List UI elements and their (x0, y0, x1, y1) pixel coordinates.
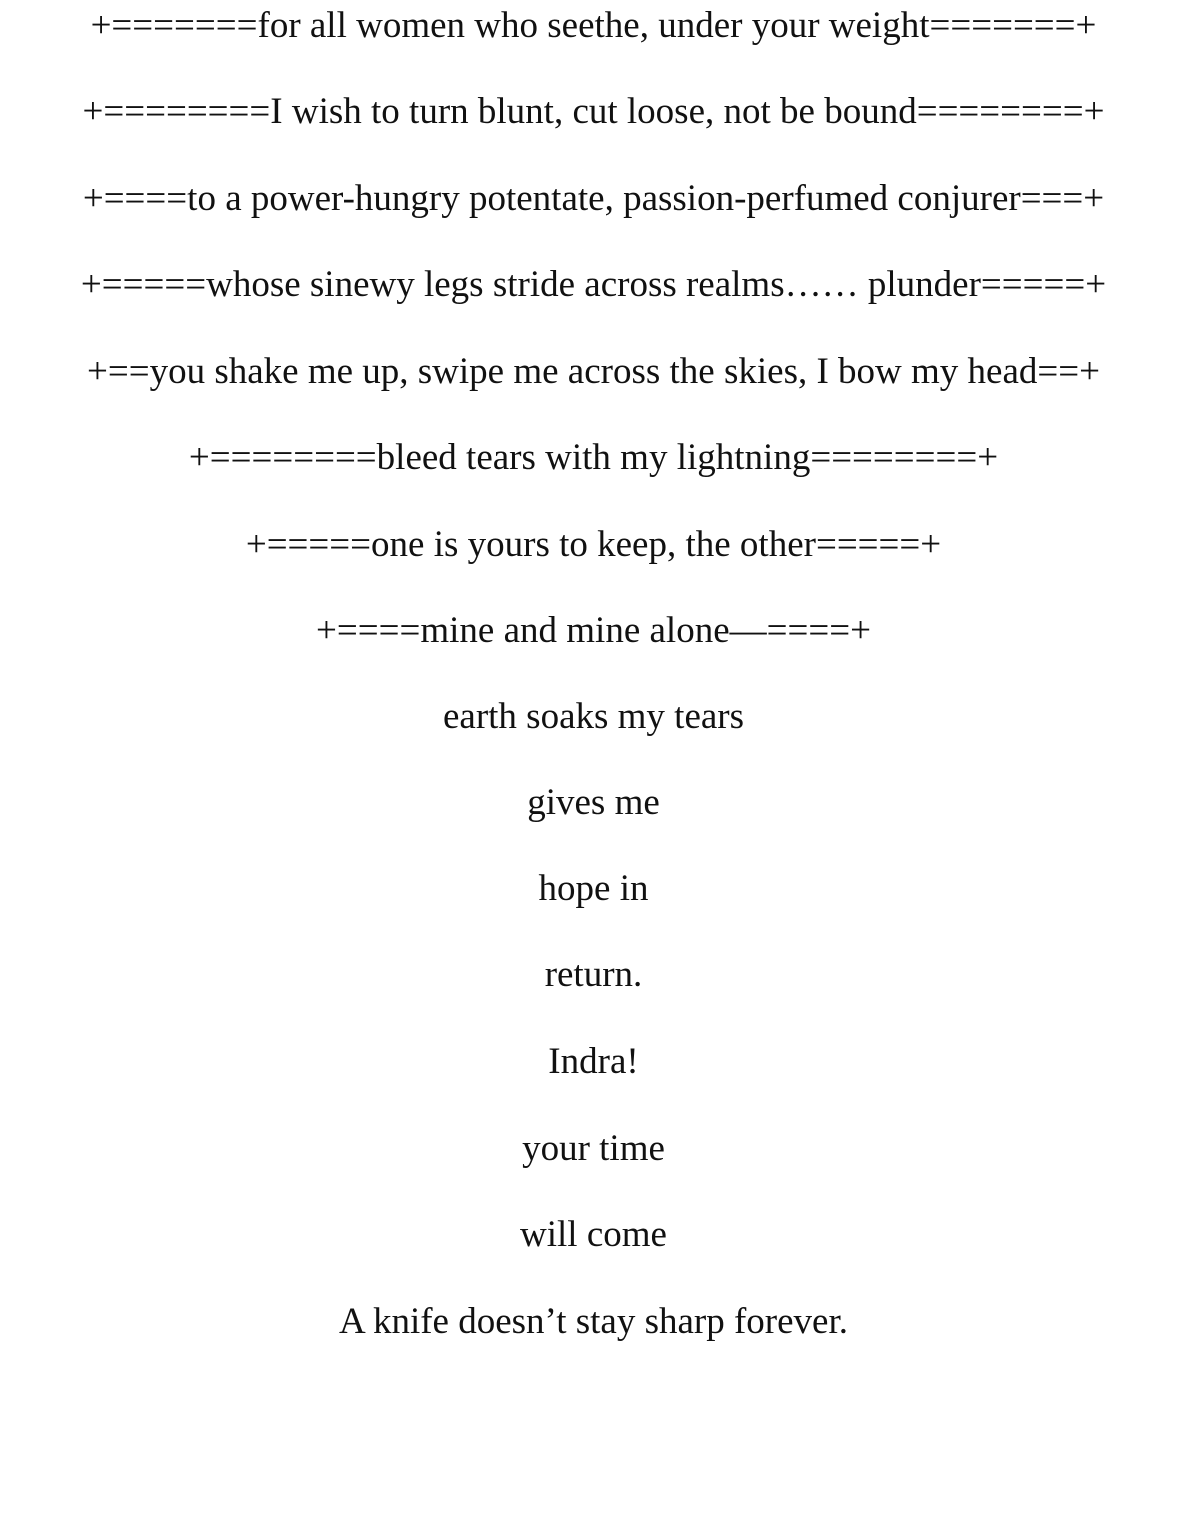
poem-line: return. (544, 954, 643, 995)
poem-line: gives me (527, 782, 660, 823)
poem-line: +=====one is yours to keep, the other=====+ (245, 524, 942, 565)
poem-line: will come (520, 1214, 667, 1255)
poem-line: +========bleed tears with my lightning========+ (188, 437, 999, 478)
poem-line: +=====whose sinewy legs stride across realms…… plunder=====+ (80, 264, 1107, 305)
poem-line: hope in (538, 868, 649, 909)
poem-line: A knife doesn’t stay sharp forever. (339, 1301, 848, 1342)
poem-line: +====mine and mine alone—====+ (316, 610, 871, 651)
poem-line: +====to a power-hungry potentate, passion-perfumed conjurer===+ (82, 178, 1105, 219)
poem-line: +========I wish to turn blunt, cut loose, not be bound========+ (82, 91, 1105, 132)
poem-line: earth soaks my tears (442, 696, 745, 737)
poem-line: your time (522, 1128, 665, 1169)
poem-line: +==you shake me up, swipe me across the skies, I bow my head==+ (86, 351, 1100, 392)
poem-line: +=======for all women who seethe, under your weight=======+ (90, 5, 1097, 46)
poem-line: Indra! (548, 1041, 639, 1082)
